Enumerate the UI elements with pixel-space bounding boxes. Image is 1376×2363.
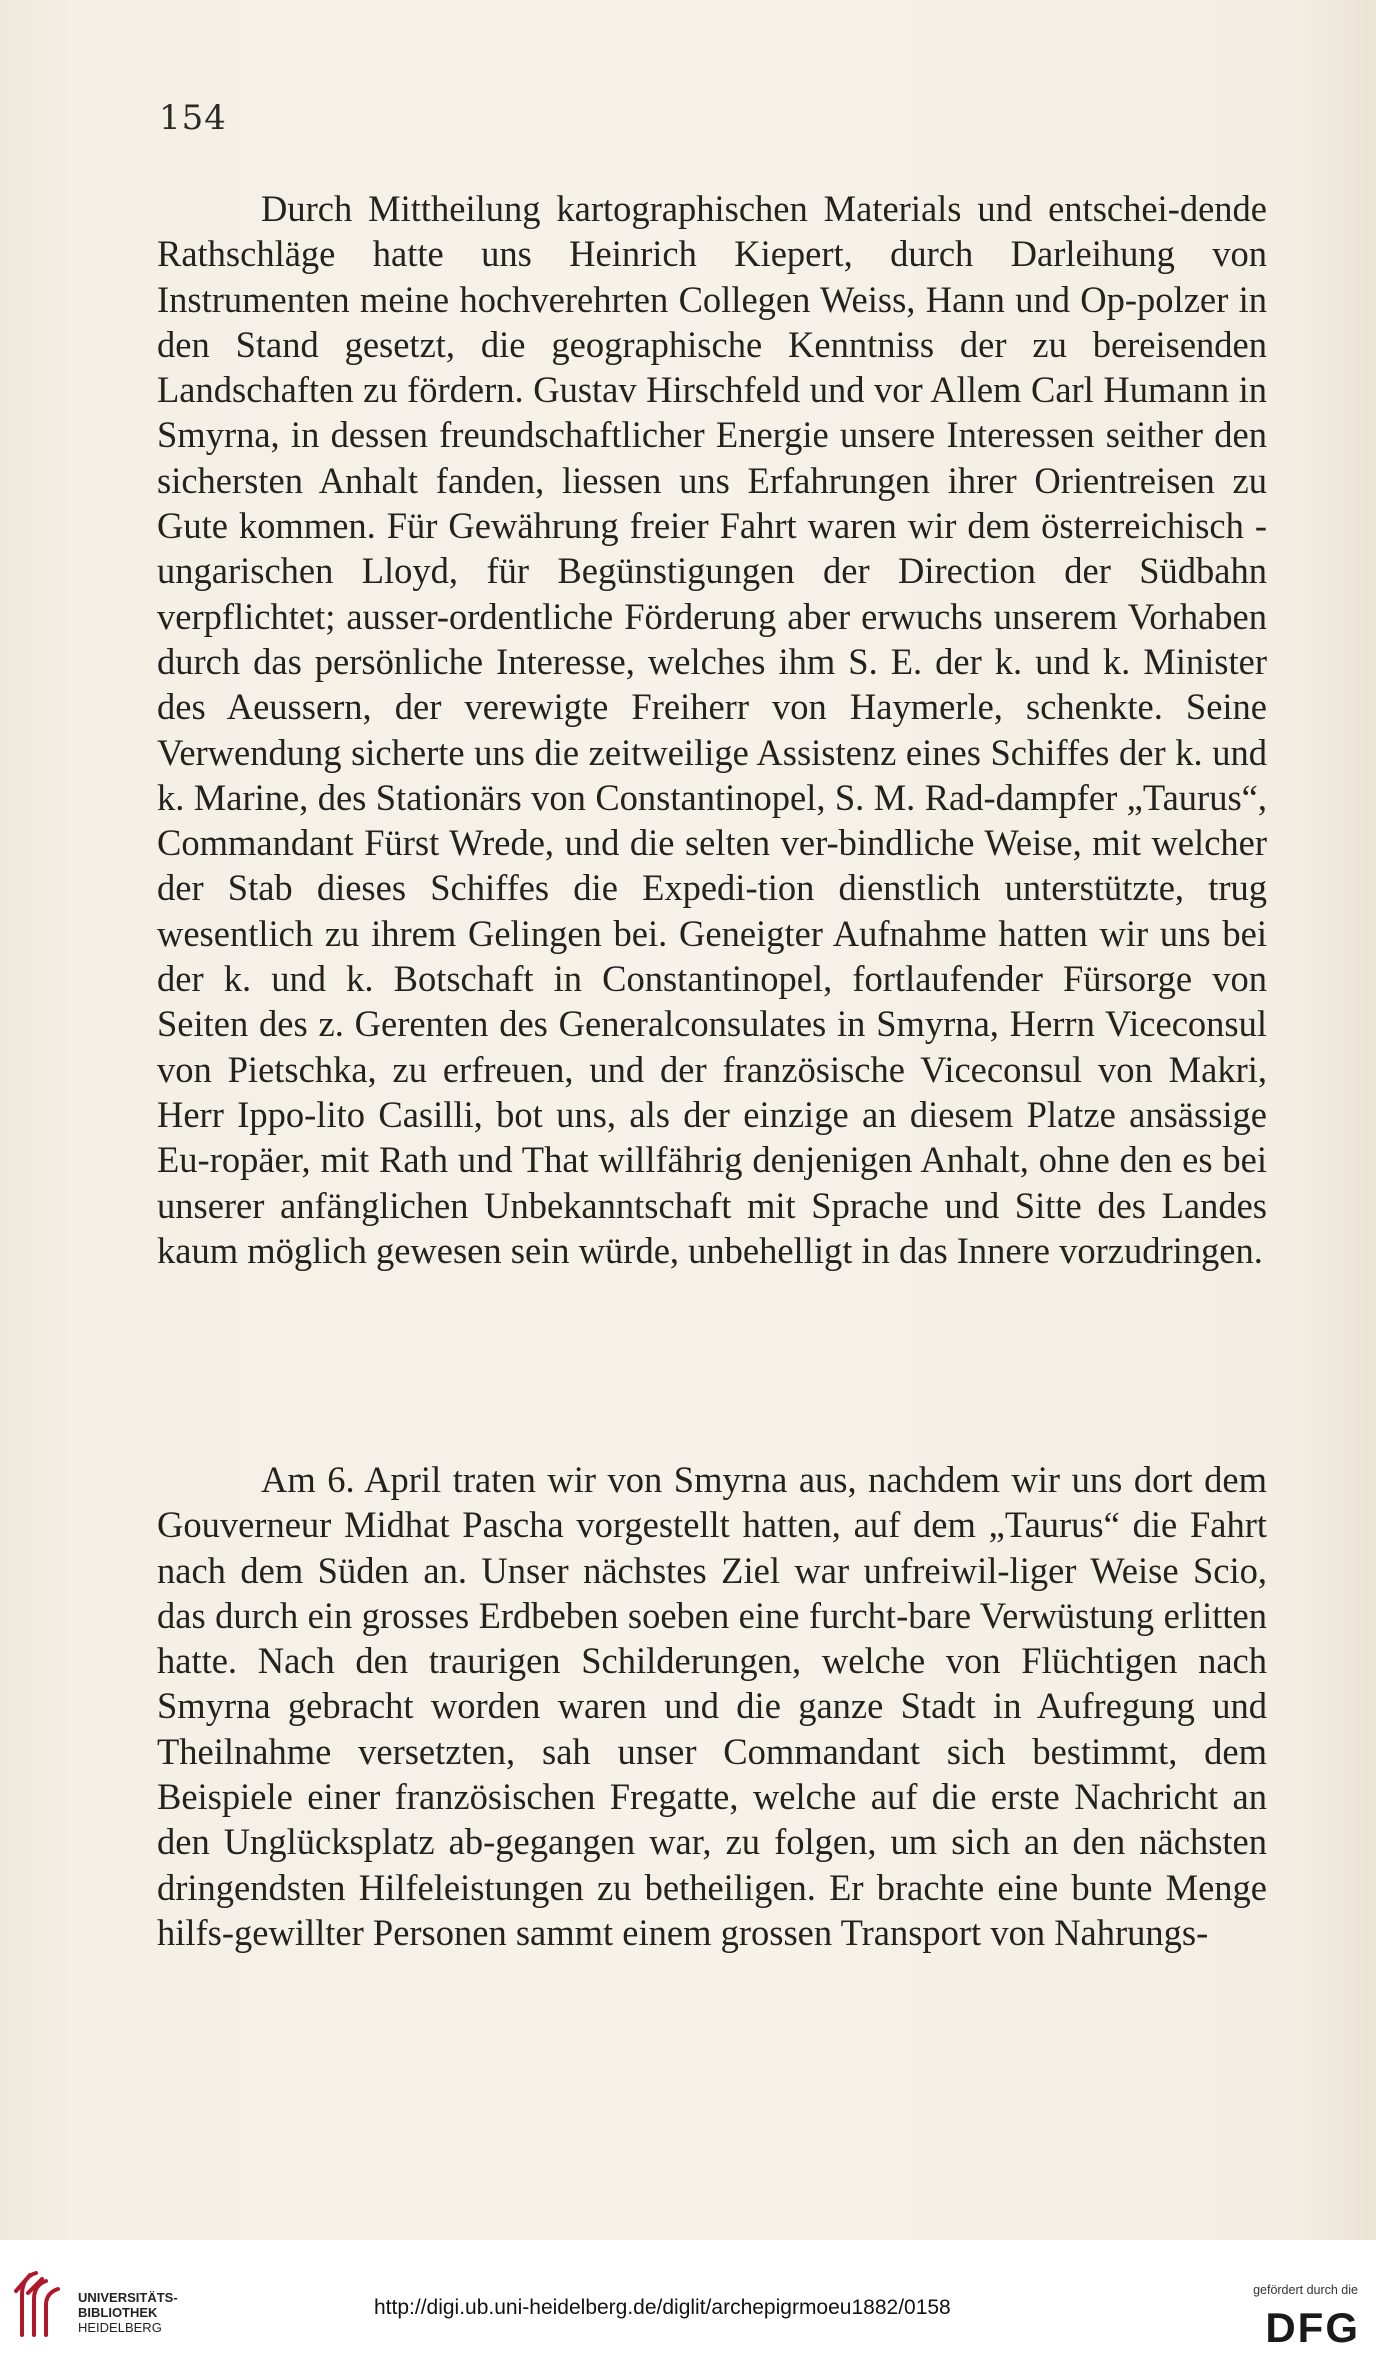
paragraph-2-text: Am 6. April traten wir von Smyrna aus, nachdem wir uns dort dem Gouverneur Midhat Pascha vorgestellt hatten, auf dem „Taurus“ die Fahrt nach dem Süden an. Unser nächstes Ziel war unfreiwil-liger Weise Scio, das durch ein grosses Erdbeben soeben eine furcht-bare Verwüstung erlitten hatte. Nach den traurigen Schilderungen, welche von Flüchtigen nach Smyrna gebracht worden waren und die ganze Stadt in Aufregung und Theilnahme versetzten, sah unser Commandant sich bestimmt, dem Beispiele einer französischen Fregatte, welche auf die erste Nachricht an den Unglücksplatz ab-gegangen war, zu folgen, um sich an den nächsten dringendsten Hilfeleistungen zu betheiligen. Er brachte eine bunte Menge hilfs-gewillter Personen sammt einem grossen Transport von Nahrungs-: [157, 1459, 1267, 1953]
dfg-logo-text: DFG: [1265, 2306, 1360, 2346]
paragraph-1-text: Durch Mittheilung kartographischen Materials und entschei-dende Rathschläge hatte uns Heinrich Kiepert, durch Darleihung von Instrumenten meine hochverehrten Collegen Weiss, Hann und Op-polzer in den Stand gesetzt, die geographische Kenntniss der zu bereisenden Landschaften zu fördern. Gustav Hirschfeld und vor Allem Carl Humann in Smyrna, in dessen freundschaftlicher Energie unsere Interessen seither den sichersten Anhalt fanden, liessen uns Erfahrungen ihrer Orientreisen zu Gute kommen. Für Gewährung freier Fahrt waren wir dem österreichisch - ungarischen Lloyd, für Begünstigungen der Direction der Südbahn verpflichtet; ausser-ordentliche Förderung aber erwuchs unserem Vorhaben durch das persönliche Interesse, welches ihm S. E. der k. und k. Minister des Aeussern, der verewigte Freiherr von Haymerle, schenkte. Seine Verwendung sicherte uns die zeitweilige Assistenz eines Schiffes der k. und k. Marine, des Stationärs von Constantinopel, S. M. Rad-dampfer „Taurus“, Commandant Fürst Wrede, und die selten ver-bindliche Weise, mit welcher der Stab dieses Schiffes die Expedi-tion dienstlich unterstützte, trug wesentlich zu ihrem Gelingen bei. Geneigter Aufnahme hatten wir uns bei der k. und k. Botschaft in Constantinopel, fortlaufender Fürsorge von Seiten des z. Gerenten des Generalconsulates in Smyrna, Herrn Viceconsul von Pietschka, zu erfreuen, und der französische Viceconsul von Makri, Herr Ippo-lito Casilli, bot uns, als der einzige an diesem Platze ansässige Eu-ropäer, mit Rath und That willfährig denjenigen Anhalt, ohne den es bei unserer anfänglichen Unbekanntschaft mit Sprache und Sitte des Landes kaum möglich gewesen sein würde, unbehelligt in das Innere vorzudringen.: [157, 188, 1267, 1271]
page-number: 154: [159, 98, 227, 138]
library-name-line-3: HEIDELBERG: [78, 2320, 162, 2335]
dfg-logo-icon: [1229, 2306, 1360, 2346]
library-name-line-1: UNIVERSITÄTS-: [78, 2290, 178, 2305]
library-name-line-2: BIBLIOTHEK: [78, 2305, 158, 2320]
university-logo-icon: [12, 2265, 70, 2339]
permalink-url[interactable]: http://digi.ub.uni-heidelberg.de/diglit/archepigrmoeu1882/0158: [374, 2296, 951, 2319]
paragraph-1: [157, 186, 1267, 1273]
library-name: [78, 2290, 178, 2335]
funding-label: gefördert durch die: [1253, 2283, 1358, 2297]
paragraph-2: [157, 1457, 1267, 1955]
